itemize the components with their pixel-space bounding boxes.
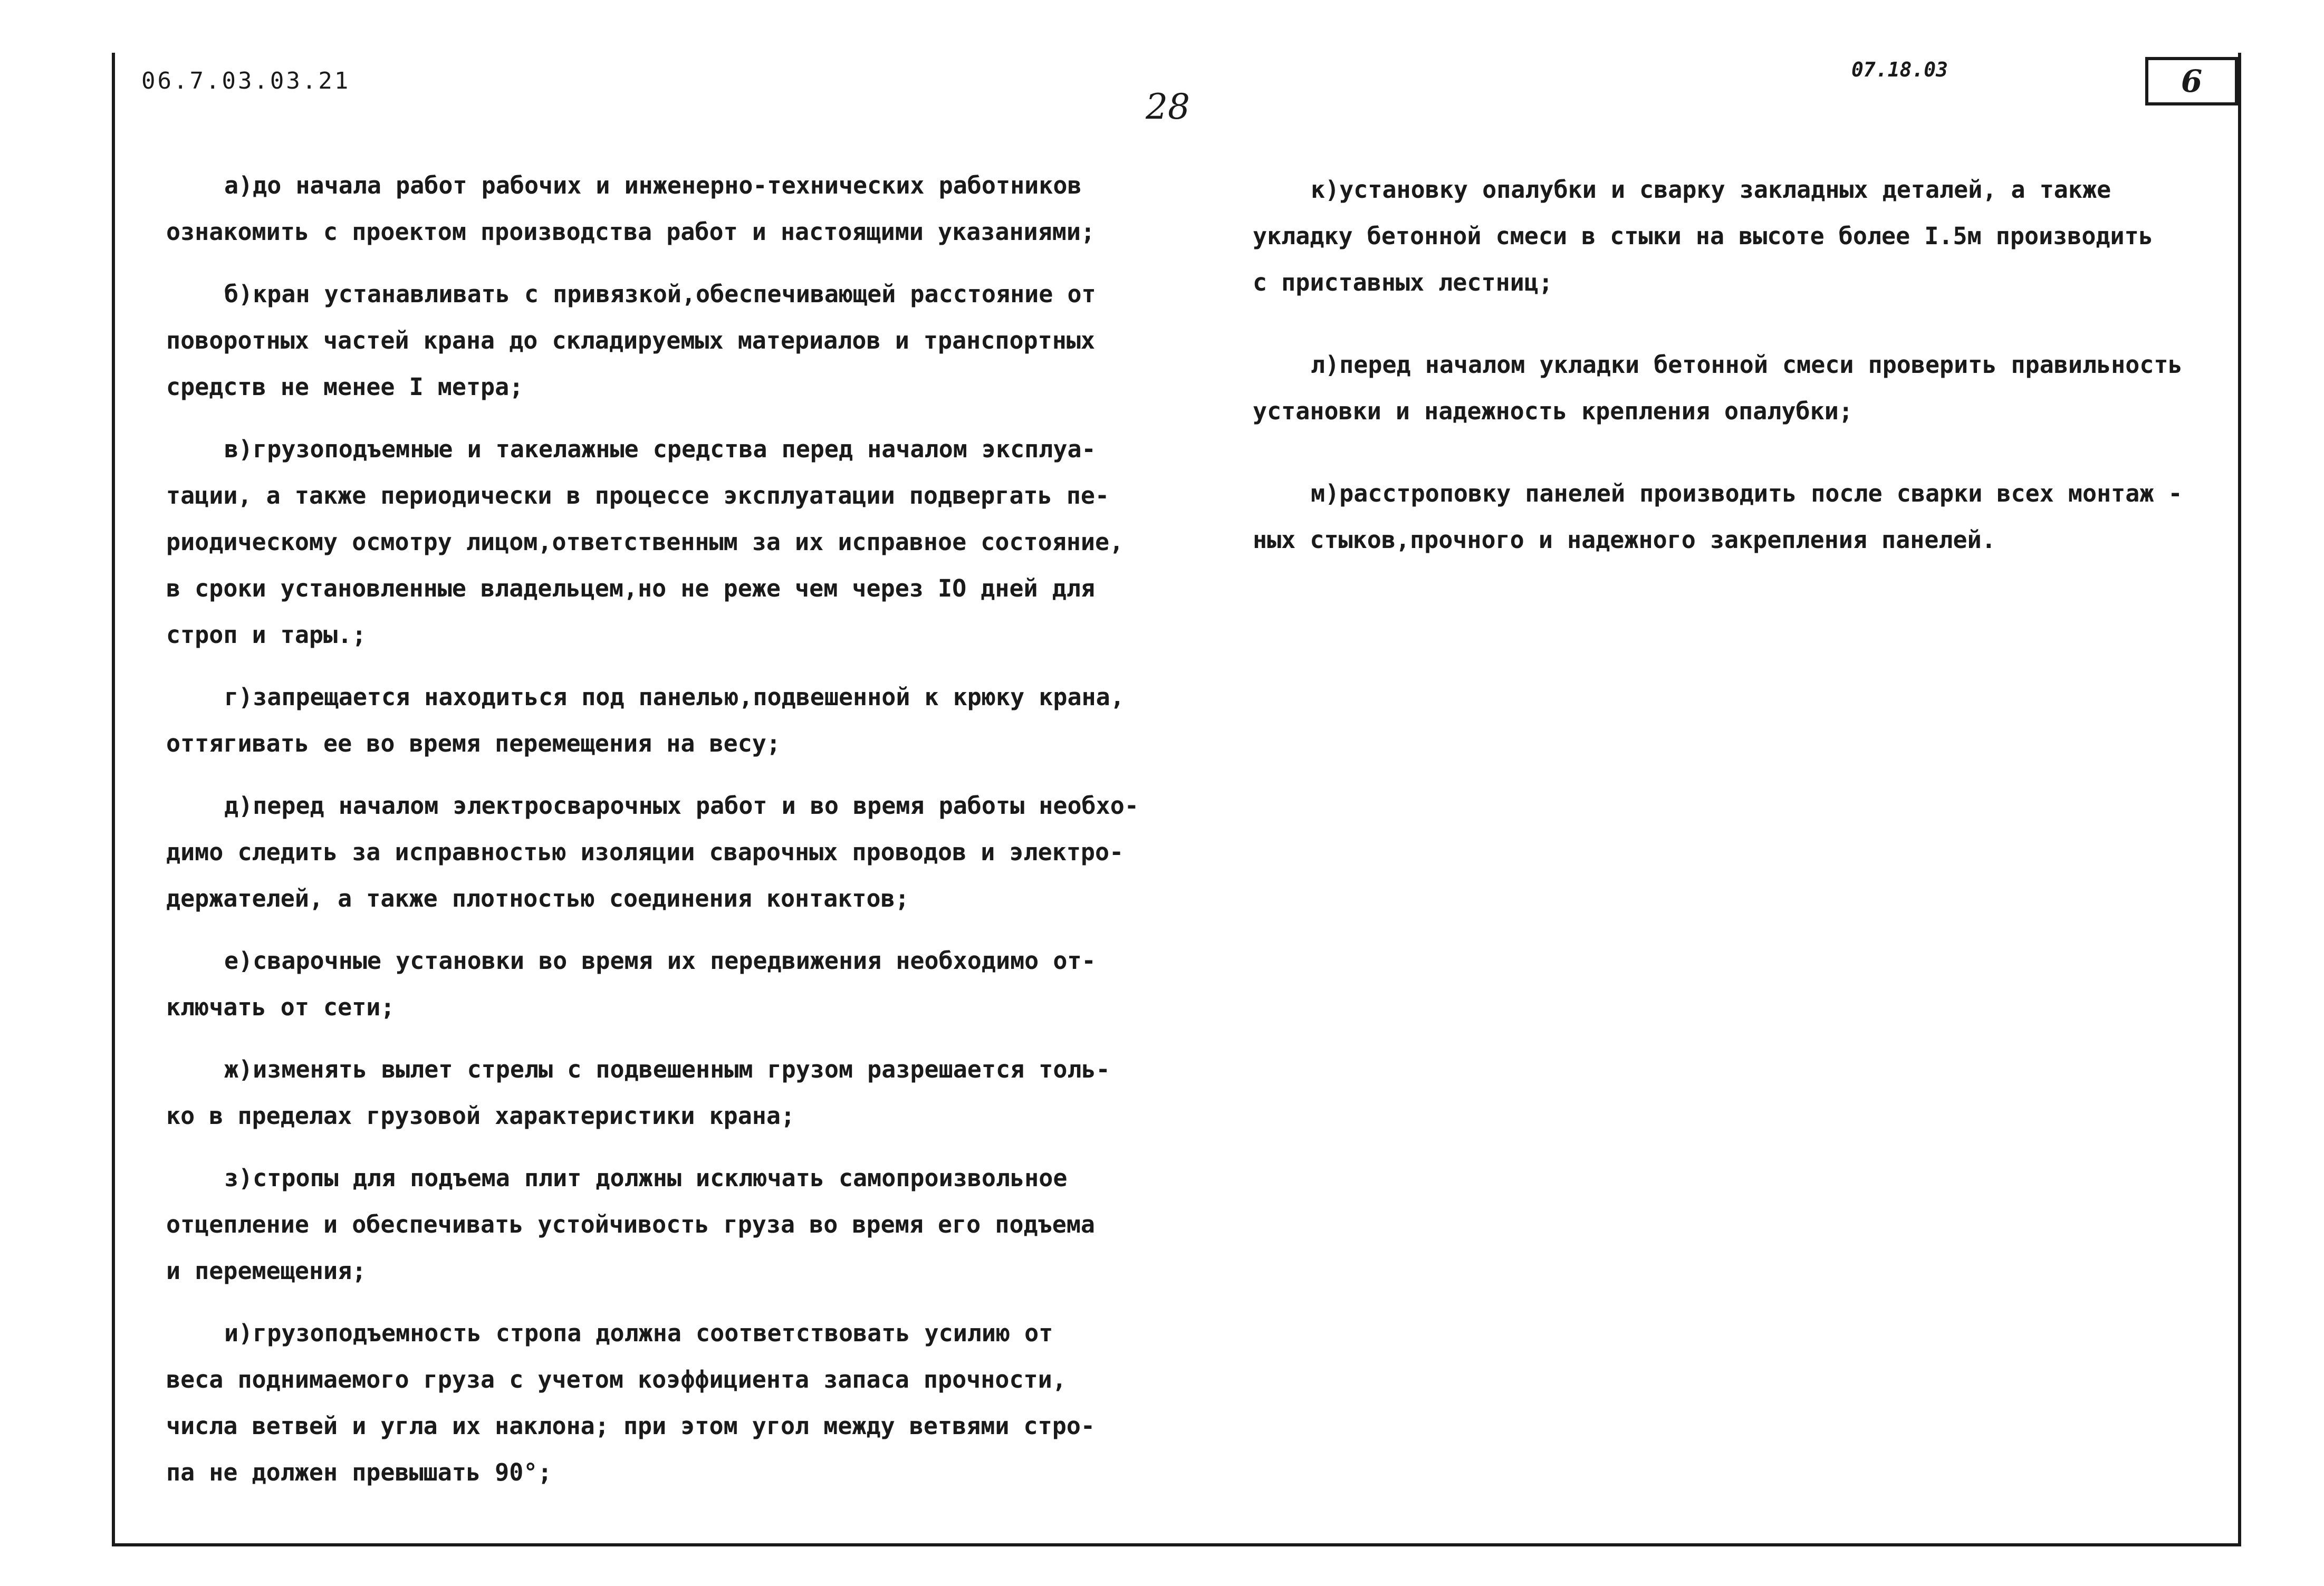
page-number: 28 [1146, 86, 1190, 127]
document-code: 06.7.03.03.21 [141, 68, 351, 94]
paragraph-a: а)до начала работ рабочих и инженерно-технических работников ознакомить с проектом производства работ и настоящими указаниями; [166, 171, 1095, 246]
sheet-number: 6 [2145, 57, 2238, 105]
paragraph-l: л)перед началом укладки бетонной смеси проверить правильность установки и надежность крепления опалубки; [1253, 351, 2183, 425]
paragraph-g: г)запрещается находиться под панелью,подвешенной к крюку крана, оттягивать ее во время перемещения на весу; [166, 683, 1125, 757]
paragraph-d: д)перед началом электросварочных работ и во время работы необхо- димо следить за исправностью изоляции сварочных проводов и электро- держателей, а также плотностью соединения контактов; [166, 792, 1139, 912]
paragraph-e: е)сварочные установки во время их передвижения необходимо от- ключать от сети; [166, 947, 1096, 1021]
paragraph-i: и)грузоподъемность стропа должна соответствовать усилию от веса поднимаемого груза с учетом коэффициента запаса прочности, числа ветвей и угла их наклона; при этом угол между ветвями стро- па не должен превышать 90°; [166, 1319, 1095, 1486]
paragraph-v: в)грузоподъемные и такелажные средства перед началом эксплуа- тации, а также периодически в процессе эксплуатации подвергать пе- риодическому осмотру лицом,ответственным за их исправное состояние, в сроки установленные владельцем,но не реже чем через IО дней для строп и тары.; [166, 435, 1124, 649]
left-column [166, 162, 1182, 1512]
paragraph-zh: ж)изменять вылет стрелы с подвешенным грузом разрешается толь- ко в пределах грузовой характеристики крана; [166, 1055, 1110, 1130]
paragraph-b: б)кран устанавливать с привязкой,обеспечивающей расстояние от поворотных частей крана до складируемых материалов и транспортных средств не менее I метра; [166, 280, 1096, 401]
date-stamp: 07.18.03 [1851, 58, 1948, 81]
right-column [1253, 167, 2205, 599]
paragraph-k: к)установку опалубки и сварку закладных деталей, а также укладку бетонной смеси в стыки на высоте более I.5м производить с приставных лестниц; [1253, 176, 2153, 296]
paragraph-z: з)стропы для подъема плит должны исключать самопроизвольное отцепление и обеспечивать устойчивость груза во время его подъема и перемещения; [166, 1164, 1095, 1285]
paragraph-m: м)расстроповку панелей производить после сварки всех монтаж - ных стыков,прочного и надежного закрепления панелей. [1253, 479, 2183, 554]
